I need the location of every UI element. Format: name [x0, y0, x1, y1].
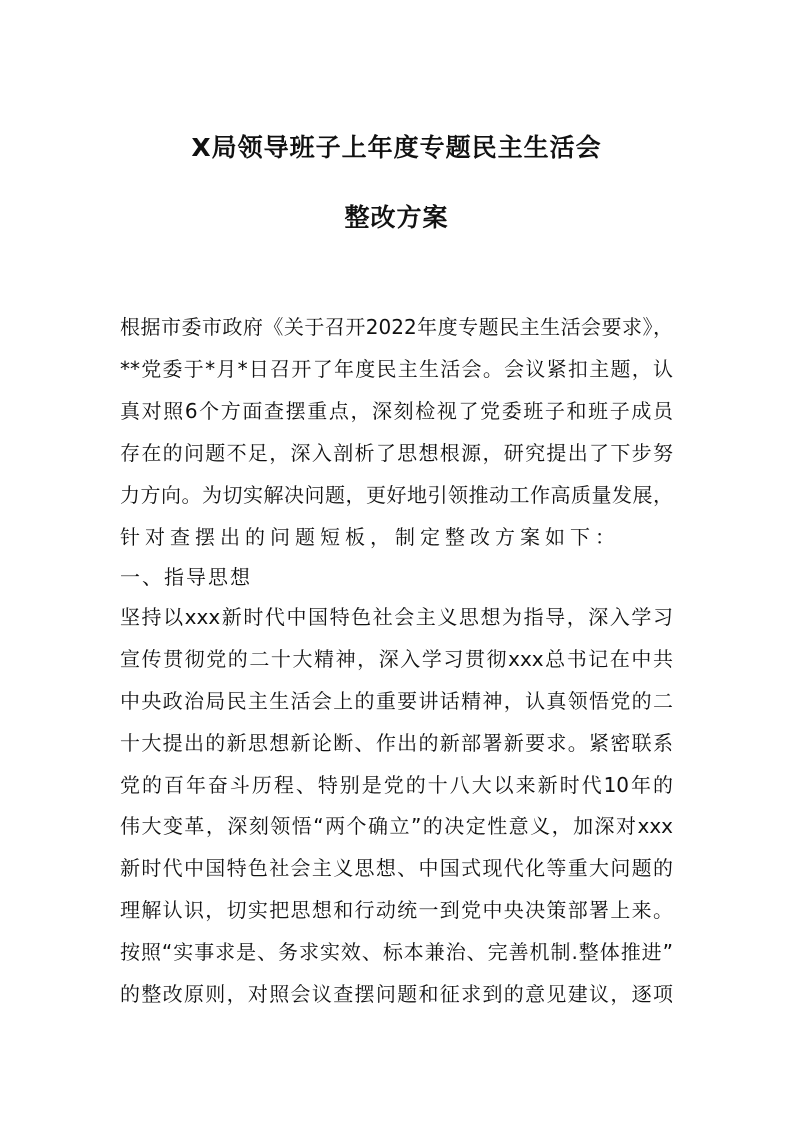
text-line: 新时代中国特色社会主义思想、中国式现代化等重大问题的 — [120, 856, 673, 880]
text-line: 中央政治局民主生活会上的重要讲话精神，认真领悟党的二 — [120, 689, 673, 713]
text-line: 理解认识，切实把思想和行动统一到党中央决策部署上来。 — [120, 898, 673, 922]
text-line: 存在的问题不足，深入剖析了思想根源，研究提出了下步努 — [120, 441, 673, 465]
text-line: 力方向。为切实解决问题，更好地引领推动工作高质量发展， — [120, 483, 673, 507]
text-line: 党的百年奋斗历程、特别是党的十八大以来新时代10年的 — [120, 773, 673, 797]
text-line: 十大提出的新思想新论断、作出的新部署新要求。紧密联系 — [120, 731, 673, 755]
text-line: 伟大变革，深刻领悟“两个确立”的决定性意义，加深对xxx — [120, 814, 673, 838]
text-line: **党委于*月*日召开了年度民主生活会。会议紧扣主题，认 — [120, 357, 673, 381]
text-line: 坚持以xxx新时代中国特色社会主义思想为指导，深入学习 — [120, 605, 673, 629]
text-line: 的整改原则，对照会议查摆问题和征求到的意见建议，逐项 — [120, 982, 673, 1006]
text-line: 根据市委市政府《关于召开2022年度专题民主生活会要求》， — [120, 315, 673, 339]
text-line: 真对照6个方面查摆重点，深刻检视了党委班子和班子成员 — [120, 399, 673, 423]
section-heading: 一、指导思想 — [120, 565, 252, 589]
text-line: 按照“实事求是、务求实效、标本兼治、完善机制.整体推进” — [120, 940, 673, 964]
document-title-line1: X局领导班子上年度专题民主生活会 — [191, 133, 602, 162]
text-line: 针对查摆出的问题短板，制定整改方案如下： — [120, 525, 620, 549]
document-title-line2: 整改方案 — [344, 203, 449, 232]
text-line: 宣传贯彻党的二十大精神，深入学习贯彻xxx总书记在中共 — [120, 647, 673, 671]
